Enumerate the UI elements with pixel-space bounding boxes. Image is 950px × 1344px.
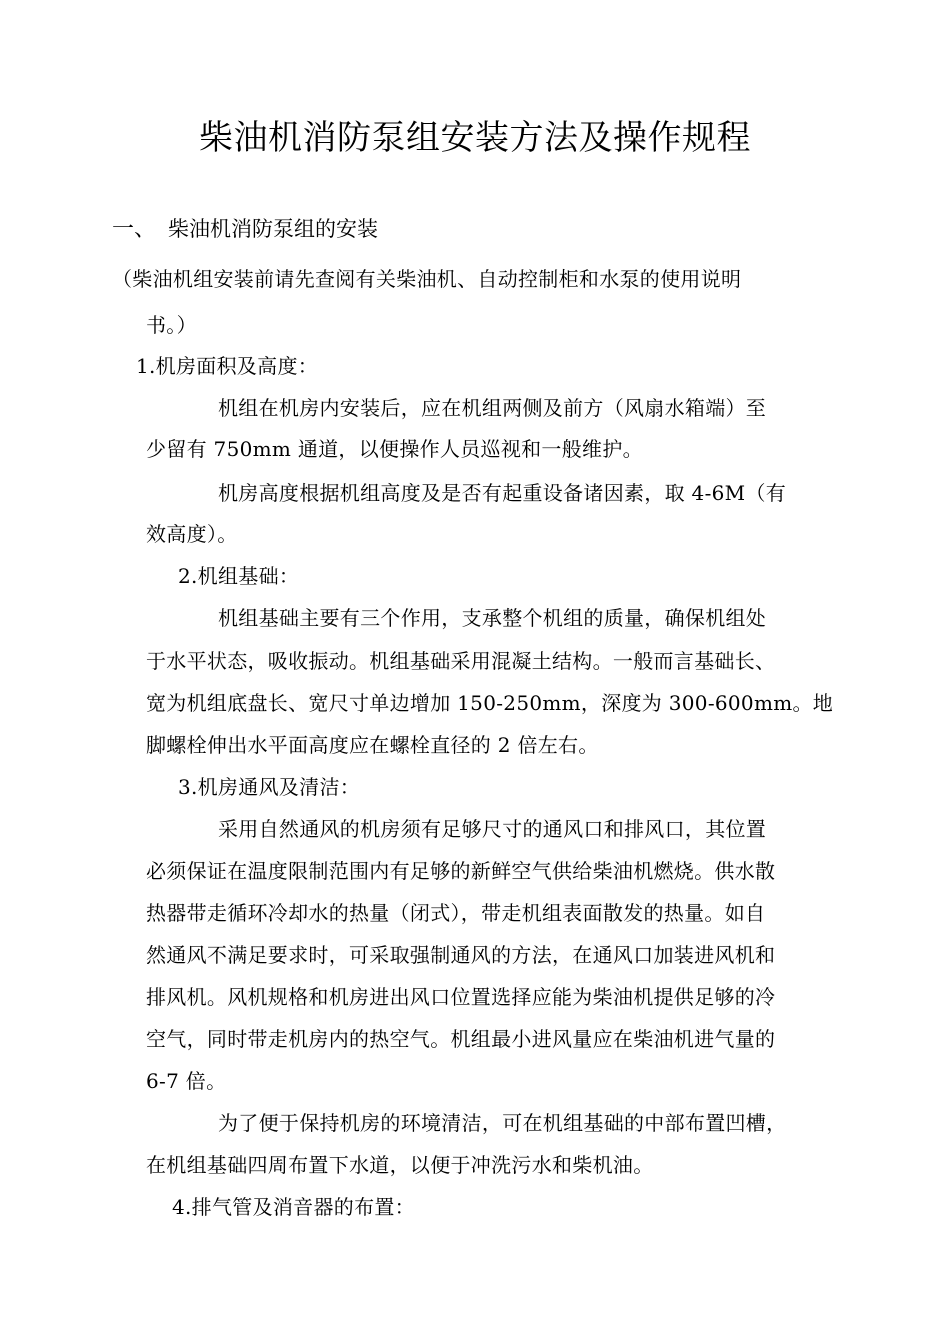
paragraph-line: 于水平状态，吸收振动。机组基础采用混凝土结构。一般而言基础长、 <box>146 649 776 673</box>
subheading-1: 1.机房面积及高度： <box>136 354 319 378</box>
paragraph-line: 在机组基础四周布置下水道，以便于冲洗污水和柴机油。 <box>146 1153 654 1177</box>
note-line-2: 书。） <box>146 313 197 337</box>
paragraph-line: 空气，同时带走机房内的热空气。机组最小进风量应在柴油机进气量的 <box>146 1027 776 1051</box>
paragraph-line: 脚螺栓伸出水平面高度应在螺栓直径的 2 倍左右。 <box>146 733 599 757</box>
section-heading-1 <box>112 212 378 243</box>
paragraph-line: 机组基础主要有三个作用，支承整个机组的质量，确保机组处 <box>218 606 767 630</box>
paragraph-line: 6-7 倍。 <box>146 1069 227 1093</box>
document-title: 柴油机消防泵组安装方法及操作规程 <box>199 118 751 158</box>
section-heading-text: 柴油机消防泵组的安装 <box>168 217 379 241</box>
subheading-2: 2.机组基础： <box>178 564 300 588</box>
paragraph-line: 宽为机组底盘长、宽尺寸单边增加 150-250mm，深度为 300-600mm。地 <box>146 691 834 715</box>
subheading-4: 4.排气管及消音器的布置： <box>172 1195 415 1219</box>
paragraph-line: 热器带走循环冷却水的热量（闭式），带走机组表面散发的热量。如自 <box>146 901 766 925</box>
subheading-3: 3.机房通风及清洁： <box>178 775 361 799</box>
paragraph-line: 少留有 750mm 通道，以便操作人员巡视和一般维护。 <box>146 437 643 461</box>
paragraph-line: 为了便于保持机房的环境清洁，可在机组基础的中部布置凹槽， <box>218 1111 787 1135</box>
note-line-1: （柴油机组安装前请先查阅有关柴油机、自动控制柜和水泵的使用说明 <box>112 267 742 291</box>
paragraph-line: 机房高度根据机组高度及是否有起重设备诸因素，取 4-6M（有 <box>218 481 787 505</box>
paragraph-line: 然通风不满足要求时，可采取强制通风的方法，在通风口加装进风机和 <box>146 943 776 967</box>
paragraph-line: 必须保证在温度限制范围内有足够的新鲜空气供给柴油机燃烧。供水散 <box>146 859 776 883</box>
section-number: 一、 <box>112 217 157 242</box>
paragraph-line: 排风机。风机规格和机房进出风口位置选择应能为柴油机提供足够的冷 <box>146 985 776 1009</box>
paragraph-line: 机组在机房内安装后，应在机组两侧及前方（风扇水箱端）至 <box>218 396 767 420</box>
paragraph-line: 采用自然通风的机房须有足够尺寸的通风口和排风口，其位置 <box>218 817 767 841</box>
paragraph-line: 效高度）。 <box>146 522 238 546</box>
